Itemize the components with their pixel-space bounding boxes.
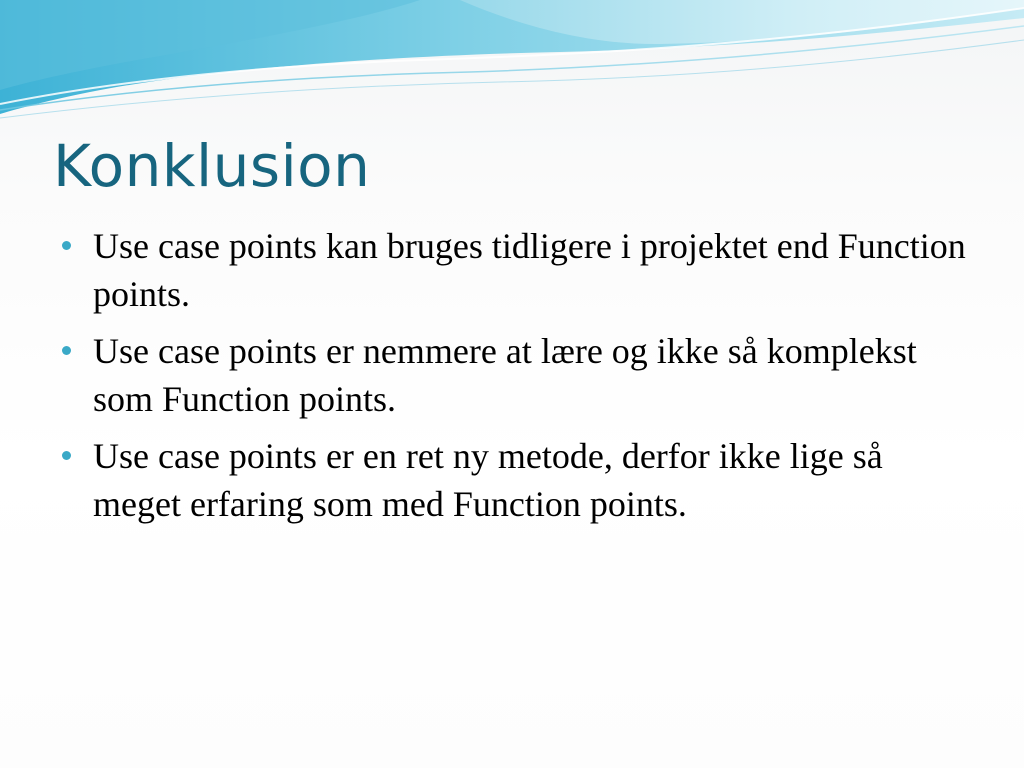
bullet-dot-icon <box>62 241 71 250</box>
bullet-text: Use case points er nemmere at lære og ikke så komplekst som Function points. <box>93 331 917 419</box>
bullet-dot-icon <box>62 346 71 355</box>
bullet-item <box>56 432 976 528</box>
bullet-list <box>56 222 976 537</box>
bullet-dot-icon <box>62 451 71 460</box>
slide-title: Konklusion <box>53 132 371 200</box>
bullet-item <box>56 222 976 318</box>
wave-header-decoration <box>0 0 1024 130</box>
bullet-text: Use case points kan bruges tidligere i projektet end Function points. <box>93 226 966 314</box>
bullet-item <box>56 327 976 423</box>
bullet-text: Use case points er en ret ny metode, derfor ikke lige så meget erfaring som med Function points. <box>93 436 883 524</box>
